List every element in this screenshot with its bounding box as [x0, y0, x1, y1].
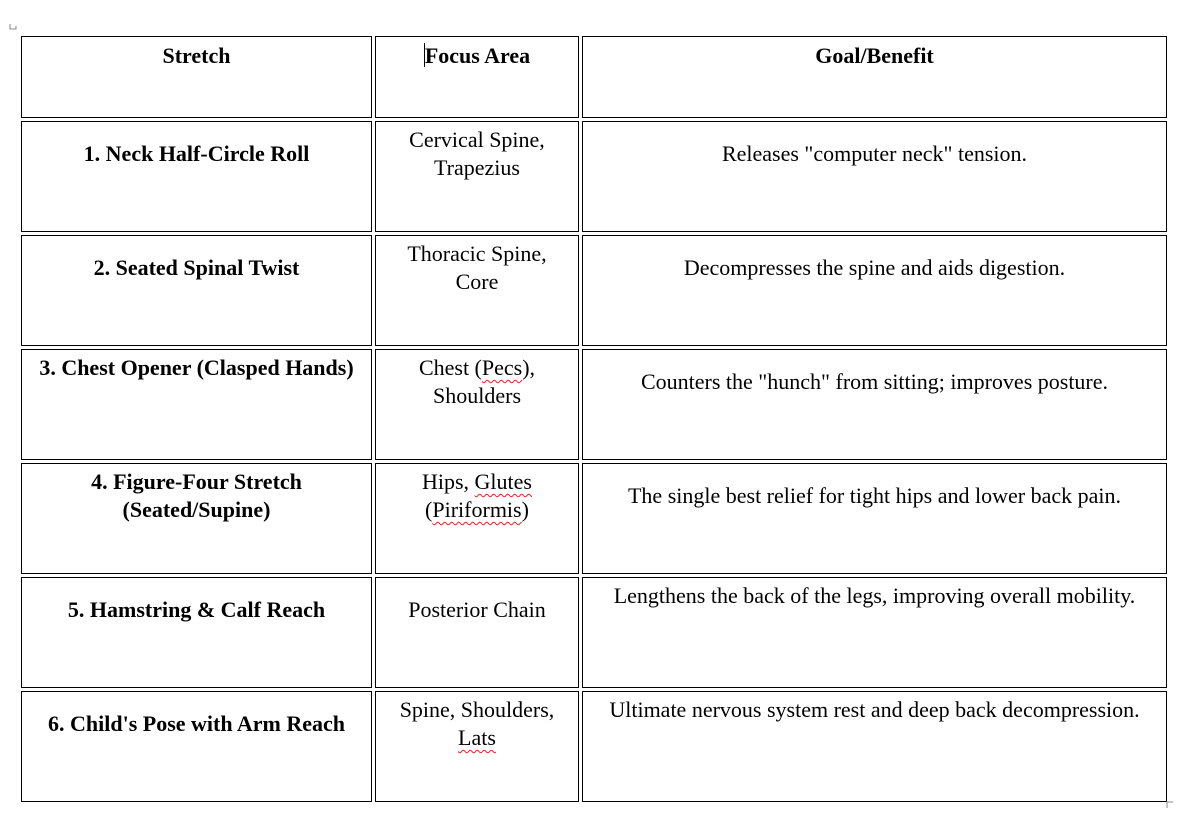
focus-line: Spine, Shoulders,: [399, 697, 555, 722]
focus-line: Thoracic Spine,: [407, 241, 547, 266]
stretch-cell[interactable]: 1. Neck Half-Circle Roll: [21, 121, 372, 232]
focus-line: Cervical Spine,: [409, 127, 545, 152]
table-move-handle-icon[interactable]: [9, 23, 17, 31]
focus-text: (: [425, 497, 433, 522]
stretch-cell[interactable]: 2. Seated Spinal Twist: [21, 235, 372, 346]
focus-text: ): [521, 497, 529, 522]
focus-area-cell[interactable]: [375, 349, 579, 460]
focus-area-cell[interactable]: [375, 121, 579, 232]
header-focus-label: Focus Area: [424, 43, 531, 68]
goal-cell[interactable]: Lengthens the back of the legs, improving overall mobility.: [582, 577, 1167, 688]
table-row: [21, 691, 1167, 802]
header-focus-area[interactable]: [375, 36, 579, 118]
focus-text: Chest (: [418, 355, 482, 380]
table-row: [21, 121, 1167, 232]
header-stretch[interactable]: Stretch: [21, 36, 372, 118]
spellcheck-word: Glutes: [474, 469, 532, 494]
stretch-table: [18, 33, 1170, 805]
stretch-cell[interactable]: 4. Figure-Four Stretch (Seated/Supine): [21, 463, 372, 574]
focus-area-cell[interactable]: [375, 463, 579, 574]
table-row: [21, 349, 1167, 460]
goal-cell[interactable]: The single best relief for tight hips and lower back pain.: [582, 463, 1167, 574]
spellcheck-word: Lats: [458, 725, 496, 750]
stretch-cell[interactable]: 6. Child's Pose with Arm Reach: [21, 691, 372, 802]
focus-text: ),: [522, 355, 536, 380]
focus-area-cell[interactable]: Posterior Chain: [375, 577, 579, 688]
header-goal-benefit[interactable]: Goal/Benefit: [582, 36, 1167, 118]
focus-text: Hips,: [421, 469, 475, 494]
stretch-cell[interactable]: 3. Chest Opener (Clasped Hands): [21, 349, 372, 460]
focus-area-cell[interactable]: [375, 691, 579, 802]
table-header-row: [21, 36, 1167, 118]
goal-cell[interactable]: Decompresses the spine and aids digestion.: [582, 235, 1167, 346]
goal-cell[interactable]: Ultimate nervous system rest and deep back decompression.: [582, 691, 1167, 802]
spellcheck-word: Piriformis: [432, 497, 522, 522]
table-row: [21, 463, 1167, 574]
goal-cell[interactable]: Releases "computer neck" tension.: [582, 121, 1167, 232]
table-resize-handle-icon[interactable]: [1166, 801, 1174, 809]
table-row: [21, 577, 1167, 688]
focus-line: Core: [455, 269, 499, 294]
spellcheck-word: Pecs: [481, 355, 523, 380]
goal-cell[interactable]: Counters the "hunch" from sitting; improves posture.: [582, 349, 1167, 460]
stretch-cell[interactable]: 5. Hamstring & Calf Reach: [21, 577, 372, 688]
focus-area-cell[interactable]: [375, 235, 579, 346]
table-row: [21, 235, 1167, 346]
focus-line: Shoulders: [433, 383, 521, 408]
focus-line: Trapezius: [434, 155, 520, 180]
